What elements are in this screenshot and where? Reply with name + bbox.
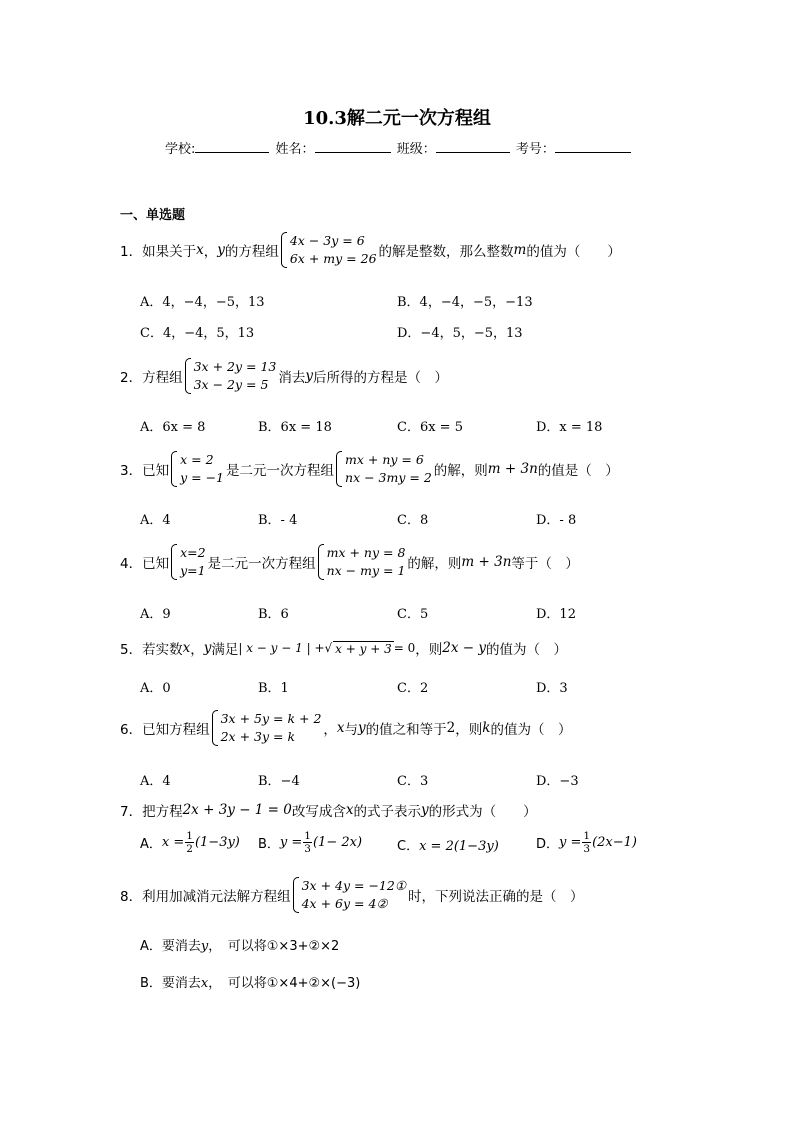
question-text: 是二元一次方程组 [226,463,335,479]
question-number: 6． [120,722,143,738]
expression: m + 3n [461,554,512,570]
question-text: 的解是整数，那么整数 [378,244,514,260]
q3-option-d[interactable]: D．- 8 [536,513,577,528]
sqrt-sign: √ [324,641,333,655]
class-label: 班级： [396,142,436,157]
question-text: ， [323,722,337,738]
equation-row: 4x − 3y = 6 [289,233,365,248]
question-text: 等于（ ） [511,556,579,572]
solution-system [171,544,206,580]
school-blank[interactable] [195,140,269,153]
separator: ， [190,642,204,658]
question-text: 把方程 [142,804,183,820]
q7-option-b[interactable]: B． y = $\frac{1}{3}$ (1− 2x) [258,830,363,855]
q5-option-b[interactable]: B．1 [258,681,289,696]
school-label: 学校: [165,142,196,157]
brace [212,710,218,746]
question-text: 的值是（ ） [537,463,619,479]
value: 2 [446,720,456,736]
q4-option-a[interactable]: A．9 [140,607,171,622]
question-text: 后所得的方程是（ ） [313,370,448,386]
variable: x [336,720,345,736]
class-blank[interactable] [436,140,510,153]
question-text: 的解，则 [407,556,462,572]
name-label: 姓名： [275,142,315,157]
equation-row: 2x + 3y = k [220,729,296,744]
equation-row: 3x + 2y = 13 [193,359,277,374]
q1-option-c[interactable]: C．4，−4，5，13 [140,326,255,341]
q7-option-c[interactable]: C．x = 2(1−3y) [397,839,499,854]
fraction: $\frac{1}{3}$ [583,830,591,855]
variable: m [513,242,527,258]
exam-number-label: 考号： [515,142,555,157]
question-text: 的值为（ ） [526,244,621,260]
question-text: 消去 [278,370,306,386]
q4-option-b[interactable]: B．6 [258,607,289,622]
q8-option-a[interactable]: A．要消去y， 可以将①×3+②×2 [140,939,340,954]
question-text: 的值为（ ） [490,722,572,738]
question-text: 改写成含 [291,804,346,820]
equation-row: 3x + 5y = k + 2 [220,711,322,726]
question-text: 的方程组 [224,244,279,260]
equation-row: 3x − 2y = 5 [193,377,269,392]
question-number: 3． [120,463,143,479]
variable: y [421,802,429,818]
separator: ， [203,244,218,260]
question-text: ，则 [455,722,483,738]
equation-row: 6x + my = 26 [289,251,377,266]
q3-option-a[interactable]: A．4 [140,513,171,528]
equation-tail: = 0 [393,641,416,655]
q2-option-c[interactable]: C．6x = 5 [397,420,463,435]
brace [318,544,324,580]
variable: y [203,640,212,656]
brace [171,451,177,487]
brace [171,544,177,580]
question-number: 7． [120,804,143,820]
fraction: $\frac{1}{2}$ [186,830,193,855]
equation-row: mx + ny = 8 [326,545,406,560]
expression: m + 3n [487,461,538,477]
equation-row: y=1 [180,563,206,578]
q5-option-c[interactable]: C．2 [397,681,429,696]
variable: x [196,242,204,258]
brace [336,451,342,487]
question-text: 是二元一次方程组 [207,556,316,572]
equation-row: x = 2 [180,452,214,467]
question-number: 8． [120,889,143,905]
question-number: 5． [120,642,143,658]
q7-option-d[interactable]: D． y = $\frac{1}{3}$ (2x−1) [536,830,637,855]
equation-system [212,710,322,746]
variable: x [182,640,191,656]
equation-system [293,877,406,913]
equation-system [336,451,432,487]
q8-option-b[interactable]: B．要消去x， 可以将①×4+②×(−3) [140,976,361,991]
name-blank[interactable] [315,140,391,153]
question-3 [120,451,619,487]
equation-row: nx − my = 1 [326,563,406,578]
question-text: 满足 [211,642,239,658]
question-6 [120,710,571,746]
q2-option-a[interactable]: A．6x = 8 [140,420,206,435]
question-number: 4． [120,556,143,572]
section-title: 一、单选题 [120,208,186,223]
question-text: 已知 [142,556,170,572]
q5-option-d[interactable]: D．3 [536,681,568,696]
equation-row: 3x + 4y = −12① [301,878,407,893]
question-1 [120,232,621,268]
q1-option-d[interactable]: D．−4，5，−5，13 [397,326,523,341]
question-7 [120,800,537,820]
equation-row: nx − 3my = 2 [345,470,432,485]
question-number: 1． [120,244,143,260]
variable: k [482,720,491,736]
q2-option-d[interactable]: D．x = 18 [536,420,603,435]
question-text: 的式子表示 [353,804,421,820]
question-text: 与 [344,722,359,738]
q4-option-d[interactable]: D．12 [536,607,576,622]
brace [185,358,191,394]
question-text: 若实数 [142,642,183,658]
brace [293,877,299,913]
variable: x [345,802,354,818]
question-text: 时，下列说法正确的是（ ） [408,889,584,905]
solution-system [171,451,224,487]
equation-system [281,232,377,268]
question-text: 已知 [142,463,170,479]
q6-option-d[interactable]: D．−3 [536,774,579,789]
q6-option-b[interactable]: B．−4 [258,774,300,789]
question-4 [120,544,579,580]
q6-option-c[interactable]: C．3 [397,774,429,789]
absolute-value-expression: | x − y − 1 | + [238,641,325,655]
question-text: 的形式为（ ） [428,804,537,820]
exam-number-blank[interactable] [555,140,631,153]
question-text: 已知方程组 [142,722,210,738]
equation-row: x=2 [180,545,206,560]
variable: y [305,368,313,384]
q6-option-a[interactable]: A．4 [140,774,171,789]
equation-row: y = −1 [180,470,225,485]
question-text: 的解，则 [433,463,488,479]
sqrt-expression: x + y + 3 [335,641,392,656]
q5-option-a[interactable]: A．0 [140,681,171,696]
student-info-row [165,138,633,157]
q3-option-b[interactable]: B．- 4 [258,513,298,528]
question-5 [120,638,567,658]
q4-option-c[interactable]: C．5 [397,607,429,622]
question-text: 如果关于 [142,244,197,260]
question-number: 2． [120,370,143,386]
question-text: 的值之和等于 [365,722,447,738]
equation-system [185,358,277,394]
question-2 [120,358,448,394]
question-text: 利用加减消元法解方程组 [142,889,291,905]
q1-option-a[interactable]: A．4，−4，−5，13 [140,295,265,310]
expression: 2x − y [442,640,486,656]
q1-option-b[interactable]: B．4，−4，−5，−13 [397,295,533,310]
question-text: 的值为（ ） [485,642,567,658]
equation: 2x + 3y − 1 = 0 [182,802,292,818]
q2-option-b[interactable]: B．6x = 18 [258,420,332,435]
variable: y [358,720,366,736]
question-text: 方程组 [142,370,183,386]
page-title: 10.3解二元一次方程组 [303,108,491,129]
equation-row: 4x + 6y = 4② [301,896,388,911]
q7-option-a[interactable]: A． x = $\frac{1}{2}$ (1−3y) [140,830,240,855]
question-8 [120,877,584,913]
q3-option-c[interactable]: C．8 [397,513,429,528]
equation-system [318,544,406,580]
equation-row: mx + ny = 6 [345,452,424,467]
fraction: $\frac{1}{3}$ [304,830,311,855]
variable: y [217,242,225,258]
question-text: ，则 [415,642,443,658]
brace [281,232,287,268]
